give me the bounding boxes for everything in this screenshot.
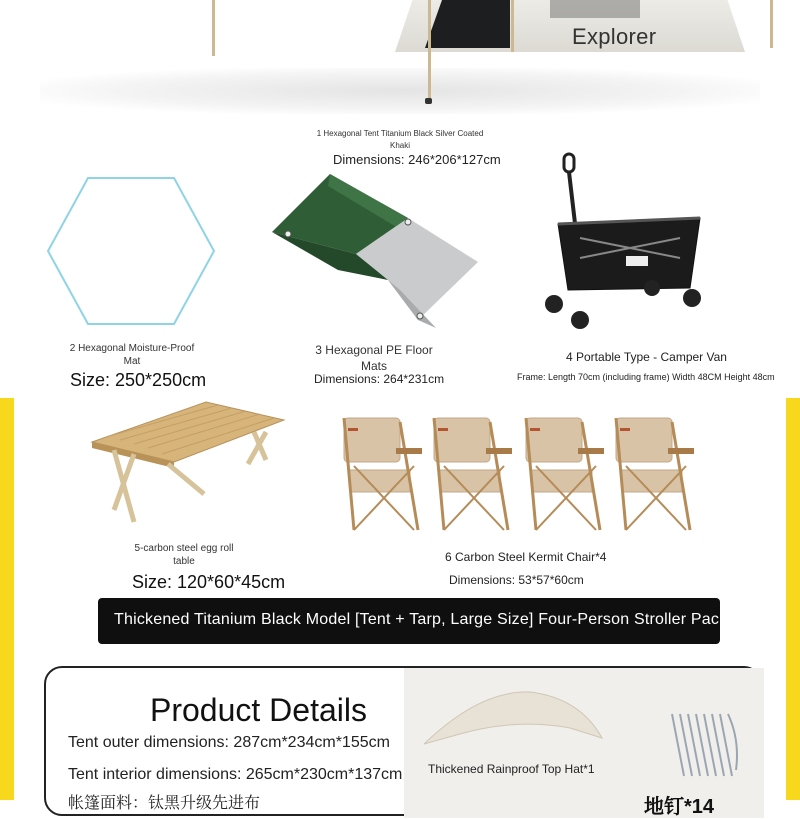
item-6-dimensions: Dimensions: 53*57*60cm	[449, 573, 584, 587]
pe-floor-mat-image	[268, 170, 484, 330]
tent-pole	[511, 0, 514, 52]
item-5-line2: table	[173, 556, 195, 567]
item-2-line1: 2 Hexagonal Moisture-Proof	[69, 343, 195, 354]
item-1-name	[300, 128, 500, 152]
item-3-dimensions: Dimensions: 264*231cm	[314, 372, 445, 386]
item-3-name	[300, 342, 448, 374]
item-2-line2: Mat	[123, 356, 141, 367]
detail-line-outer: Tent outer dimensions: 287cm*234cm*155cm	[68, 734, 390, 751]
item-5-dimensions: Size: 120*60*45cm	[132, 572, 286, 592]
side-band-right	[786, 398, 800, 800]
tent-pole	[212, 0, 215, 56]
detail-line-inner: Tent interior dimensions: 265cm*230cm*137cm	[68, 766, 403, 783]
side-band-left	[0, 398, 14, 800]
product-details-card	[44, 666, 762, 816]
tent-window	[550, 0, 640, 18]
package-banner	[98, 598, 755, 644]
tent-hero-image	[0, 0, 800, 120]
kermit-chairs-image	[340, 412, 710, 538]
tent-pole	[428, 0, 431, 104]
rainproof-top-hat-image	[420, 688, 606, 748]
stake-foot	[425, 98, 432, 104]
top-hat-label: Thickened Rainproof Top Hat*1	[428, 762, 595, 776]
detail-line-fabric: 帐篷面料：钛黑升级先进布	[68, 795, 261, 812]
item-1-line1: 1 Hexagonal Tent Titanium Black Silver Coated	[316, 129, 484, 138]
brand-label: Explorer	[572, 24, 657, 49]
package-banner-text: Thickened Titanium Black Model [Tent + Tarp, Large Size] Four-Person Stroller Package	[114, 611, 755, 628]
item-2-dimensions: Size: 250*250cm	[70, 370, 207, 390]
stakes-label: 地钉*14	[644, 796, 715, 818]
item-3-line2: Mats	[360, 359, 387, 373]
tent-pole	[770, 0, 773, 48]
item-1-line2: Khaki	[389, 141, 410, 150]
tent-shadow	[40, 68, 760, 114]
item-2-name	[40, 342, 224, 368]
ground-stakes-image	[666, 710, 746, 782]
item-5-line1: 5-carbon steel egg roll	[134, 543, 234, 554]
item-4-dimensions: Frame: Length 70cm (including frame) Width 48CM Height 48cm	[517, 372, 775, 382]
camper-van-wagon-image	[540, 148, 710, 330]
moisture-proof-mat-image	[44, 174, 218, 328]
accessories-panel	[404, 668, 764, 818]
item-3-line1: 3 Hexagonal PE Floor	[315, 343, 433, 357]
item-5-name	[118, 542, 250, 568]
egg-roll-table-image	[88, 398, 288, 532]
item-1-dimensions: Dimensions: 246*206*127cm	[333, 152, 501, 167]
item-6-name: 6 Carbon Steel Kermit Chair*4	[445, 550, 607, 564]
item-4-name: 4 Portable Type - Camper Van	[566, 350, 727, 364]
product-details-title: Product Details	[150, 692, 367, 728]
